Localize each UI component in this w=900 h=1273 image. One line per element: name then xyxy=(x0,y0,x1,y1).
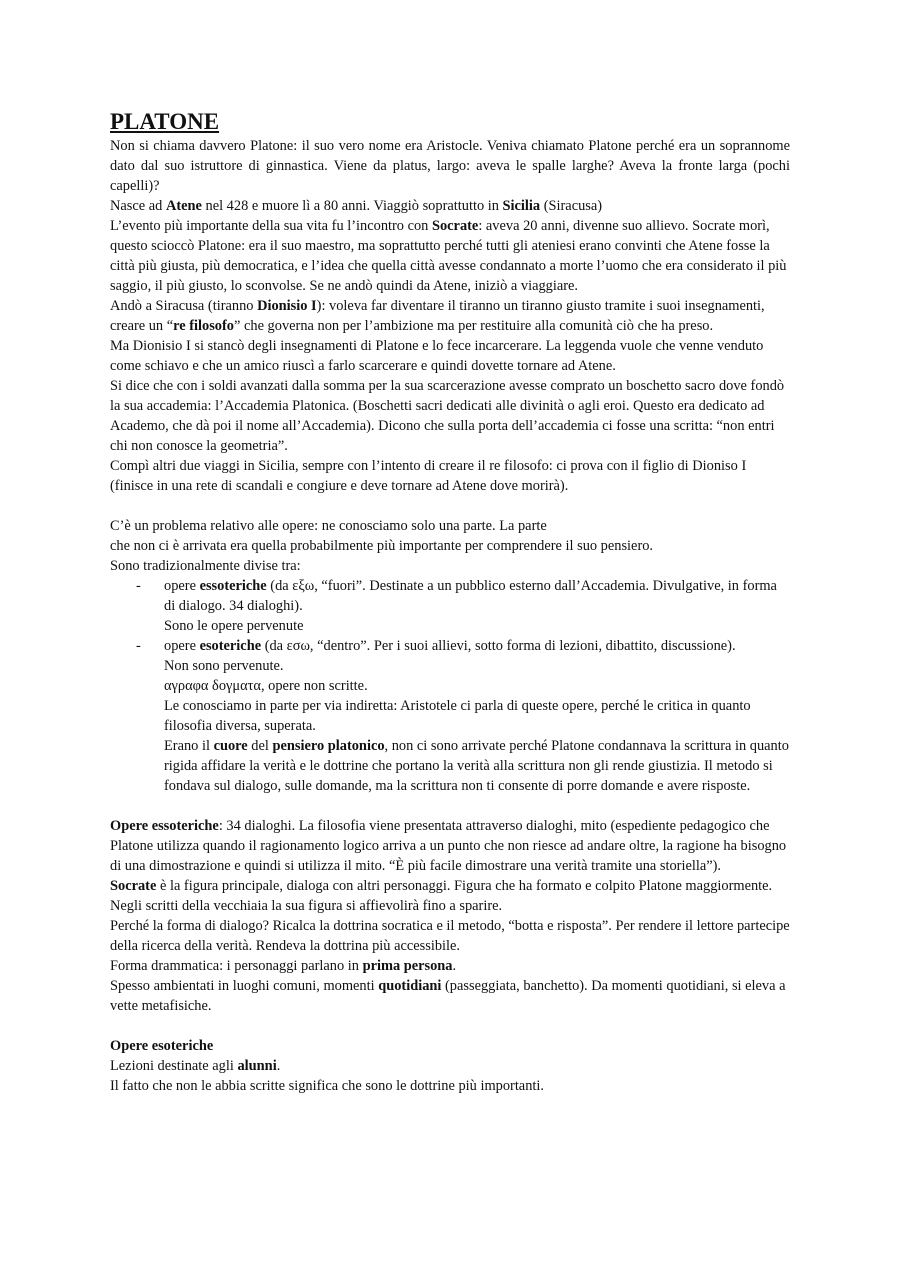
list-dash: - xyxy=(136,638,141,654)
paragraph-dionisio: Ma Dionisio I si stancò degli insegnamenti di Platone e lo fece incarcerare. La leggenda vuole che venne venduto come schiavo e che un amico riuscì a farlo scarcerare e quindi dovette tornare ad Atene. xyxy=(110,338,764,374)
section-heading-esoteriche: Opere esoteriche xyxy=(110,1038,214,1054)
list-item-esoteriche: - opere esoteriche (da εσω, “dentro”. Per i suoi allievi, sotto forma di lezioni, dibattito, discussione). Non sono pervenute. αγραφα δογματα, opere non scritte. Le conosciamo in parte per via indiretta: Aristotele ci parla di queste opere, perché le critica in quanto filosofia diversa, superata. Erano il cuore del pensiero platonico, non ci sono arrivate perché Platone condannava la scrittura in quanto rigida affidare la verità e le dottrine che portano la verità alla scrittura non gli rende giustizia. Il metodo si fondava sul dialogo, sulle domande, ma la scrittura non ti consente di porre domande e avere risposte. xyxy=(136,638,789,794)
paragraph-opere-line1: C’è un problema relativo alle opere: ne conosciamo solo una parte. La parte xyxy=(110,518,547,534)
paragraph-lezioni: Lezioni destinate agli alunni. xyxy=(110,1058,281,1074)
paragraph-opere-line2: che non ci è arrivata era quella probabilmente più importante per comprendere il suo pensiero. xyxy=(110,538,654,554)
paragraph-dialogo: Perché la forma di dialogo? Ricalca la dottrina socratica e il metodo, “botta e risposta”. Per rendere il lettore partecipe della ricerca della verità. Rendeva la dottrina più accessibile. xyxy=(110,918,790,954)
list-dash: - xyxy=(136,578,141,594)
paragraph-viaggi: Compì altri due viaggi in Sicilia, sempre con l’intento di creare il re filosofo: ci prova con il figlio di Dioniso I (finisce in una rete di scandali e congiure e deve tornare ad Atene dove morirà). xyxy=(110,458,747,494)
document-page xyxy=(110,108,790,1096)
paragraph-siracusa: Andò a Siracusa (tiranno Dionisio I): voleva far diventare il tiranno un tiranno giusto tramite i suoi insegnamenti, creare un “re filosofo” che governa non per l’ambizione ma per restituire alla comunità ciò che ha preso. xyxy=(110,298,765,334)
list-item-essoteriche: - opere essoteriche (da εξω, “fuori”. Destinate a un pubblico esterno dall’Accademia. Divulgative, in forma di dialogo. 34 dialoghi). Sono le opere pervenute xyxy=(136,578,777,634)
paragraph-essoteriche-desc: Opere essoteriche: 34 dialoghi. La filosofia viene presentata attraverso dialoghi, mito (espediente pedagogico che Platone utilizza quando il ragionamento logico arriva a un punto che non riesce ad andare oltre, la ragione ha bisogno di una dimostrazione e quindi si utilizza il mito. “È più facile dimostrare una verità tramite una storiella”). xyxy=(110,818,787,874)
paragraph-ambientazione: Spesso ambientati in luoghi comuni, momenti quotidiani (passeggiata, banchetto). Da momenti quotidiani, si eleva a vette metafisiche. xyxy=(110,978,786,1014)
paragraph-socrate-figura: Socrate è la figura principale, dialoga con altri personaggi. Figura che ha formato e colpito Platone maggiormente. Negli scritti della vecchiaia la sua figura si affievolirà fino a sparire. xyxy=(110,878,773,914)
paragraph-birth: Nasce ad Atene nel 428 e muore lì a 80 anni. Viaggiò soprattutto in Sicilia (Siracusa) xyxy=(110,198,603,214)
paragraph-name: Non si chiama davvero Platone: il suo vero nome era Aristocle. Veniva chiamato Platone perché era un soprannome dato dal suo istruttore di ginnastica. Viene da platus, largo: aveva le spalle larghe? Aveva la fronte larga (pochi capelli)? xyxy=(110,138,790,194)
paragraph-opere-line3: Sono tradizionalmente divise tra: xyxy=(110,558,301,574)
page-title: PLATONE xyxy=(110,109,220,134)
paragraph-socrate: L’evento più importante della sua vita fu l’incontro con Socrate: aveva 20 anni, divenne suo allievo. Socrate morì, questo sciocсò Platone: era il suo maestro, ma soprattutto perché tutti gli ateniesi erano convinti che Atene fosse la città più giusta, più democratica, e l’idea che quella città avesse condannato a morte l’uomo che era considerato il più saggio, il più giusto, lo sconvolse. Se ne andò quindi da Atene, iniziò a viaggiare. xyxy=(110,218,787,294)
paragraph-forma-drammatica: Forma drammatica: i personaggi parlano in prima persona. xyxy=(110,958,457,974)
paragraph-accademia: Si dice che con i soldi avanzati dalla somma per la sua scarcerazione avesse comprato un boschetto sacro dove fondò la sua accademia: l’Accademia Platonica. (Boschetti sacri dedicati alle divinità o agli eroi. Questo era dedicato ad Academo, che dà poi il nome all’Accademia). Dicono che sulla porta dell’accademia ci fosse una scritta: “non entri chi non conosce la geometria”. xyxy=(110,378,785,454)
paragraph-dottrine: Il fatto che non le abbia scritte significa che sono le dottrine più importanti. xyxy=(110,1078,544,1094)
